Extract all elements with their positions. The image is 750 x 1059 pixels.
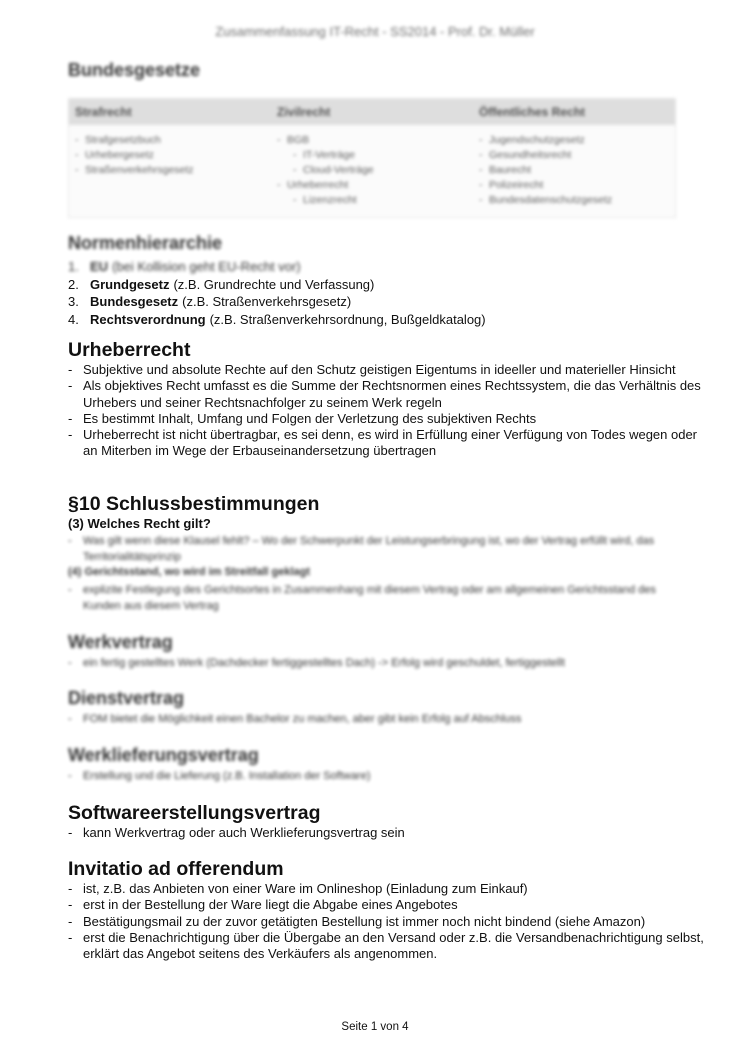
oeffentlich-column bbox=[473, 133, 675, 208]
list-item: - Bestätigungsmail zu der zuvor getätigten Bestellung ist immer noch nicht bindend (siehe Amazon) bbox=[68, 914, 708, 930]
zivilrecht-column bbox=[271, 133, 473, 208]
list-item: 4. Rechtsverordnung (z.B. Straßenverkehrsordnung, Bußgeldkatalog) bbox=[68, 311, 486, 327]
schluss-subheading-gerichtsstand: (4) Gerichtsstand, wo wird im Streitfall geklagt bbox=[68, 566, 311, 578]
page-header: Zusammenfassung IT-Recht - SS2014 - Prof. Dr. Müller bbox=[215, 24, 535, 39]
list-item: - Straßenverkehrsgesetz bbox=[75, 164, 194, 176]
list-item: - Baurecht bbox=[479, 164, 532, 176]
list-item: - erst die Benachrichtigung über die Übergabe an den Versand oder z.B. die Versandbenachrichtigung selbst, erklärt das Angebot seitens des Verkäufers als angenommen. bbox=[68, 930, 708, 963]
dienstvertrag-heading: Dienstvertrag bbox=[68, 688, 185, 708]
table-header-row bbox=[69, 99, 675, 125]
software-heading: Softwareerstellungsvertrag bbox=[68, 802, 321, 824]
software-list bbox=[68, 825, 708, 841]
list-item: - Urheberrecht bbox=[277, 179, 349, 191]
list-item: - Bundesdatenschutzgesetz bbox=[479, 194, 613, 206]
list-item: 1. EU (bei Kollision geht EU-Recht vor) bbox=[68, 259, 301, 274]
list-item: - erst in der Bestellung der Ware liegt die Abgabe eines Angebotes bbox=[68, 897, 708, 913]
column-header-zivilrecht: Zivilrecht bbox=[277, 105, 331, 119]
table-body bbox=[69, 125, 675, 208]
list-item: - ist, z.B. das Anbieten von einer Ware im Onlineshop (Einladung zum Einkauf) bbox=[68, 881, 708, 897]
list-item: - Es bestimmt Inhalt, Umfang und Folgen der Verletzung des subjektiven Rechts bbox=[68, 411, 708, 427]
column-header-oeffentlich: Öffentliches Recht bbox=[479, 105, 586, 119]
list-item: - Was gilt wenn diese Klausel fehlt? – Wo der Schwerpunkt der Leistungserbringung ist, wo der Vertrag erfüllt wird, das Territorialitätsprinzip bbox=[68, 533, 668, 565]
list-item: - Urheberrecht ist nicht übertragbar, es sei denn, es wird in Erfüllung einer Verfügung von Todes wegen oder an Miterben im Wege der Erbauseinandersetzung übertragen bbox=[68, 427, 708, 460]
list-item: - BGB bbox=[277, 134, 310, 146]
bundesgesetze-table bbox=[68, 98, 676, 218]
urheberrecht-list bbox=[68, 362, 708, 460]
list-item: - IT-Verträge bbox=[293, 149, 355, 161]
schluss-heading: §10 Schlussbestimmungen bbox=[68, 493, 320, 515]
list-item: - Polizeirecht bbox=[479, 179, 544, 191]
werkvertrag-heading: Werkvertrag bbox=[68, 632, 173, 652]
urheberrecht-heading: Urheberrecht bbox=[68, 339, 191, 361]
invitatio-list bbox=[68, 881, 708, 962]
list-item: - kann Werkvertrag oder auch Werklieferungsvertrag sein bbox=[68, 825, 708, 841]
list-item: - explizite Festlegung des Gerichtsortes in Zusammenhang mit diesem Vertrag oder am allgemeinen Gerichtsstand des Kunden aus diesem Vertrag bbox=[68, 582, 668, 614]
dienstvertrag-list bbox=[68, 711, 708, 727]
list-item: - Urhebergesetz bbox=[75, 149, 154, 161]
list-item: - Als objektives Recht umfasst es die Summe der Rechtsnormen eines Rechtssystem, die das Verhältnis des Urhebers und seiner Rechtsnachfolger zu seinem Werk regeln bbox=[68, 378, 708, 411]
werkvertrag-list bbox=[68, 655, 708, 671]
invitatio-heading: Invitatio ad offerendum bbox=[68, 858, 284, 880]
list-item: - ein fertig gestelltes Werk (Dachdecker fertiggestelltes Dach) -> Erfolg wird geschuldet, fertiggestellt bbox=[68, 655, 708, 671]
bundesgesetze-heading: Bundesgesetze bbox=[68, 60, 201, 80]
werklieferung-list bbox=[68, 768, 708, 784]
schluss-gerichtsstand-list bbox=[68, 582, 668, 614]
list-item: - Jugendschutzgesetz bbox=[479, 134, 585, 146]
list-item: 3. Bundesgesetz (z.B. Straßenverkehrsgesetz) bbox=[68, 294, 352, 309]
list-item: - Erstellung und die Lieferung (z.B. Installation der Software) bbox=[68, 768, 708, 784]
strafrecht-column bbox=[69, 133, 271, 208]
list-item: - Strafgesetzbuch bbox=[75, 134, 161, 146]
schluss-recht-list bbox=[68, 533, 668, 565]
page-footer: Seite 1 von 4 bbox=[341, 1021, 409, 1033]
list-item: - Lizenzrecht bbox=[293, 194, 357, 206]
werklieferung-heading: Werklieferungsvertrag bbox=[68, 745, 259, 765]
list-item: 2. Grundgesetz (z.B. Grundrechte und Verfassung) bbox=[68, 276, 375, 292]
normenhierarchie-list bbox=[68, 258, 486, 328]
normenhierarchie-heading: Normenhierarchie bbox=[68, 233, 223, 253]
list-item: - Subjektive und absolute Rechte auf den Schutz geistigen Eigentums in ideeller und materieller Hinsicht bbox=[68, 362, 708, 378]
list-item: - FOM bietet die Möglichkeit einen Bachelor zu machen, aber gibt kein Erfolg auf Abschluss bbox=[68, 711, 708, 727]
column-header-strafrecht: Strafrecht bbox=[75, 105, 132, 119]
schluss-subheading-recht: (3) Welches Recht gilt? bbox=[68, 516, 211, 531]
list-item: - Cloud-Verträge bbox=[293, 164, 374, 176]
list-item: - Gesundheitsrecht bbox=[479, 149, 572, 161]
